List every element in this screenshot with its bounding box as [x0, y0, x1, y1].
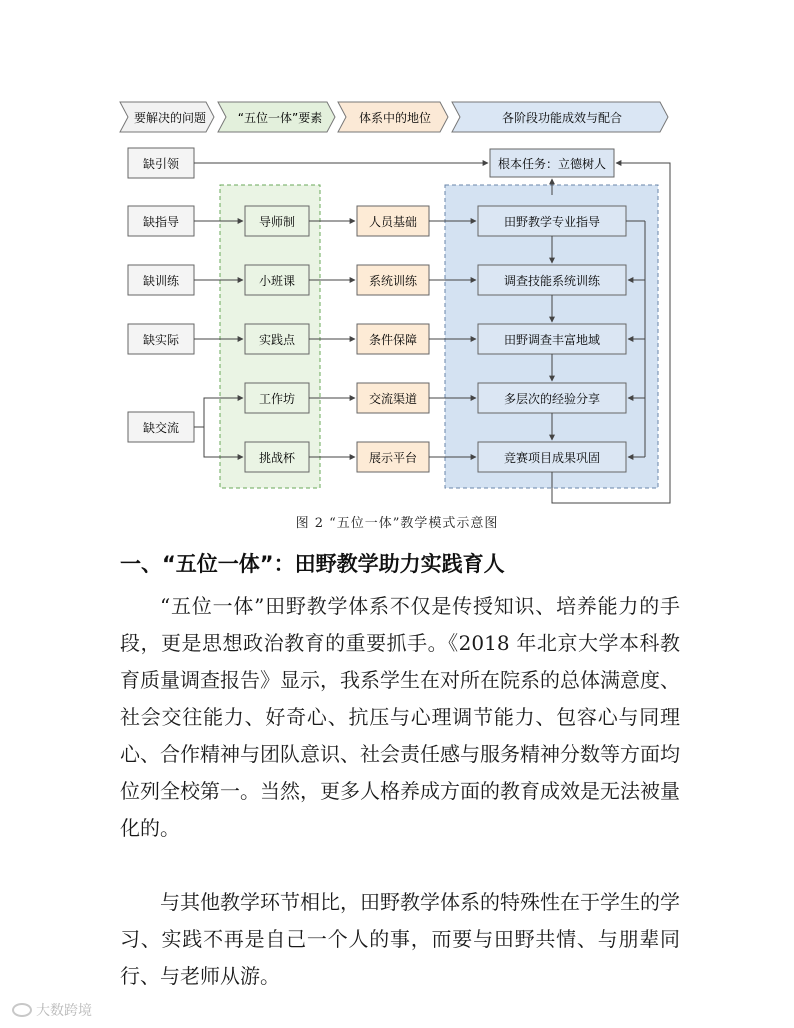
header-problem-label: 要解决的问题: [133, 111, 207, 125]
stage-label: 田野调查丰富地域: [503, 333, 601, 347]
element-label: 导师制: [258, 215, 296, 229]
header-element-label: “五位一体”要素: [237, 111, 323, 125]
watermark: [12, 1000, 92, 1020]
position-label: 系统训练: [368, 274, 418, 288]
element-label: 挑战杯: [258, 451, 296, 465]
position-label: 展示平台: [368, 451, 418, 465]
section-heading: 一、“五位一体”：田野教学助力实践育人: [120, 552, 505, 576]
position-label: 人员基础: [368, 215, 418, 229]
stage-label: 田野教学专业指导: [503, 215, 601, 229]
position-column: [357, 206, 429, 472]
element-label: 实践点: [258, 333, 296, 347]
body-paragraph: “五位一体”田野教学体系不仅是传授知识、培养能力的手段，更是思想政治教育的重要抓手。《2018 年北京大学本科教育质量调查报告》显示，我系学生在对所在院系的总体满意度、社会交往能力、好奇心、抗压与心理调节能力、包容心与同理心、合作精神与团队意识、社会责任感与服务精神分数等方面均位列全校第一。当然，更多人格养成方面的教育成效是无法被量化的。: [120, 594, 680, 840]
position-label: 交流渠道: [368, 392, 418, 406]
body-paragraph: 与其他教学环节相比，田野教学体系的特殊性在于学生的学习、实践不再是自己一个人的事，而要与田野共情、与朋辈同行、与老师从游。: [120, 890, 680, 988]
problem-label: 缺引领: [142, 157, 180, 171]
header-row: [120, 102, 668, 132]
stage-label: 竞赛项目成果巩固: [503, 451, 601, 465]
problem-label: 缺指导: [142, 215, 180, 229]
figure-caption: 图 2 “五位一体”教学模式示意图: [295, 516, 499, 531]
problem-label: 缺实际: [142, 333, 180, 347]
watermark-logo-icon: [12, 1003, 32, 1017]
header-position-label: 体系中的地位: [358, 111, 432, 125]
position-label: 条件保障: [368, 333, 418, 347]
element-label: 小班课: [258, 274, 296, 288]
header-stage-label: 各阶段功能成效与配合: [501, 111, 623, 125]
five-in-one-diagram: [0, 0, 794, 510]
problem-label: 缺训练: [142, 274, 180, 288]
mission-label: 根本任务：立德树人: [497, 157, 607, 171]
stage-label: 调查技能系统训练: [503, 274, 601, 288]
stage-label: 多层次的经验分享: [503, 392, 601, 406]
watermark-text: 大数跨境: [36, 1003, 92, 1019]
element-label: 工作坊: [258, 392, 296, 406]
problem-column: [128, 148, 194, 442]
problem-label: 缺交流: [142, 421, 180, 435]
